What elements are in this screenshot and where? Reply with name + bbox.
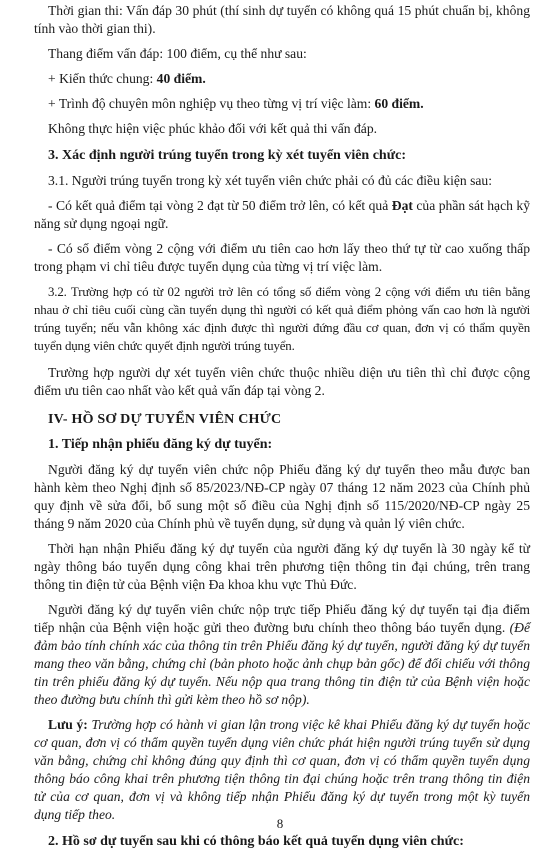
- note-paragraph: [34, 716, 530, 824]
- note-text: Trường hợp có hành vi gian lận trong việc kê khai Phiếu đăng ký dự tuyển hoặc cơ quan, đơn vị có thẩm quyền tuyển dụng viên chức phát hiện người trúng tuyển sử dụng văn bằng, chứng chỉ không đúng quy định thì cơ quan, đơn vị có thẩm quyền tuyển dụng thông báo công khai trên phương tiện thông tin đại chúng hoặc trên trang thông tin điện tử của cơ quan, đơn vị và không tiếp nhận Phiếu đăng ký dự tuyển trong một kỳ tuyển dụng tiếp theo.: [34, 717, 531, 822]
- submission-paragraph: [34, 601, 530, 709]
- tie-break-text-end: là người trúng tuyển; nếu vẫn không xác định được thì người đứng đầu cơ quan, đơn vị có thẩm quyền tuyển dụng viên chức quyết định người trúng tuyển.: [34, 303, 530, 353]
- heading-application-dossier: 2. Hồ sơ dự tuyển sau khi có thông báo kết quả tuyển dụng viên chức:: [48, 834, 464, 849]
- condition-priority-paragraph: - Có số điểm vòng 2 cộng với điểm ưu tiên cao hơn lấy theo thứ tự từ cao xuống thấp trong phạm vi chỉ tiêu được tuyển dụng của từng vị trí việc làm.: [34, 241, 530, 274]
- condition-score-text-end: của phần sát hạch kỹ năng sử dụng ngoại ngữ.: [34, 198, 530, 231]
- note-label: Lưu ý:: [48, 717, 92, 732]
- condition-score-text: - Có kết quả điểm tại vòng 2 đạt từ 50 điểm trở lên, có kết quả: [48, 198, 392, 213]
- exam-duration-paragraph: Thời gian thi: Vấn đáp 30 phút (thí sinh dự tuyển có không quá 15 phút chuẩn bị, không tính vào thời gian thi).: [34, 3, 530, 36]
- multiple-priority-paragraph: Trường hợp người dự xét tuyển viên chức thuộc nhiều diện ưu tiên thì chỉ được cộng điểm ưu tiên cao nhất vào kết quả vấn đáp tại vòng 2.: [34, 365, 530, 398]
- pass-keyword: Đạt: [391, 198, 413, 213]
- submission-note: (Để đảm bảo tính chính xác của thông tin trên Phiếu đăng ký dự tuyển, người đăng ký dự tuyển mang theo văn bằng, chứng chỉ (bản photo hoặc ảnh chụp bản gốc) để đối chiếu với thông tin trên phiếu đăng ký dự tuyển. Nếu nộp qua trang thông tin điện tử của Bệnh viện hoặc theo đường bưu chính thì gửi kèm theo hồ sơ nộp).: [34, 620, 530, 707]
- condition-score-paragraph: [34, 197, 530, 233]
- professional-skill-label: + Trình độ chuyên môn nghiệp vụ theo từng vị trí việc làm:: [48, 96, 375, 111]
- professional-skill-item: [34, 95, 530, 113]
- page-number: 8: [276, 816, 284, 831]
- deadline-paragraph: Thời hạn nhận Phiếu đăng ký dự tuyển của người đăng ký dự tuyển là 30 ngày kể từ ngày thông báo tuyển dụng công khai trên phương tiện thông tin đại chúng, trên trang thông tin điện tử của Bệnh viện Đa khoa khu vực Thủ Đức.: [34, 541, 530, 592]
- general-knowledge-score: 40 điểm.: [156, 71, 206, 86]
- condition-intro-paragraph: 3.1. Người trúng tuyển trong kỳ xét tuyển viên chức phải có đủ các điều kiện sau:: [48, 173, 492, 188]
- general-knowledge-label: + Kiến thức chung:: [48, 71, 157, 86]
- tie-break-text: 3.2. Trường hợp có từ 02 người trở lên có tổng số điểm vòng 2 cộng với điểm ưu tiên bằng nhau ở chỉ tiêu cuối cùng cần tuyển dụng thì người có kết quả điểm phỏng vấn cao hơn: [34, 285, 530, 317]
- professional-skill-score: 60 điểm.: [374, 96, 424, 111]
- score-scale-paragraph: Thang điểm vấn đáp: 100 điểm, cụ thể như sau:: [48, 46, 307, 61]
- registration-form-paragraph: Người đăng ký dự tuyển viên chức nộp Phiếu đăng ký dự tuyển theo mẫu được ban hành kèm theo Nghị định số 85/2023/NĐ-CP ngày 07 tháng 12 năm 2023 của Chính phủ quy định về sửa đổi, bổ sung một số điều của Nghị định số 115/2020/NĐ-CP ngày 25 tháng 9 năm 2020 của Chính phủ về tuyển dụng, sử dụng và quản lý viên chức.: [34, 462, 530, 531]
- section-iv-heading: IV- HỒ SƠ DỰ TUYỂN VIÊN CHỨC: [48, 412, 282, 427]
- heading-determine-winners: 3. Xác định người trúng tuyển trong kỳ xét tuyển viên chức:: [48, 148, 406, 163]
- document-body: [34, 2, 530, 851]
- heading-receive-registration: 1. Tiếp nhận phiếu đăng ký dự tuyển:: [48, 437, 273, 452]
- tie-break-paragraph: [34, 283, 530, 355]
- no-review-paragraph: Không thực hiện việc phúc khảo đối với kết quả thi vấn đáp.: [48, 121, 378, 136]
- submission-text: Người đăng ký dự tuyển viên chức nộp trực tiếp Phiếu đăng ký dự tuyển tại địa điểm tiếp nhận của Bệnh viện hoặc gửi theo đường bưu chính theo thông báo tuyển dụng.: [34, 602, 530, 635]
- general-knowledge-item: [34, 70, 530, 88]
